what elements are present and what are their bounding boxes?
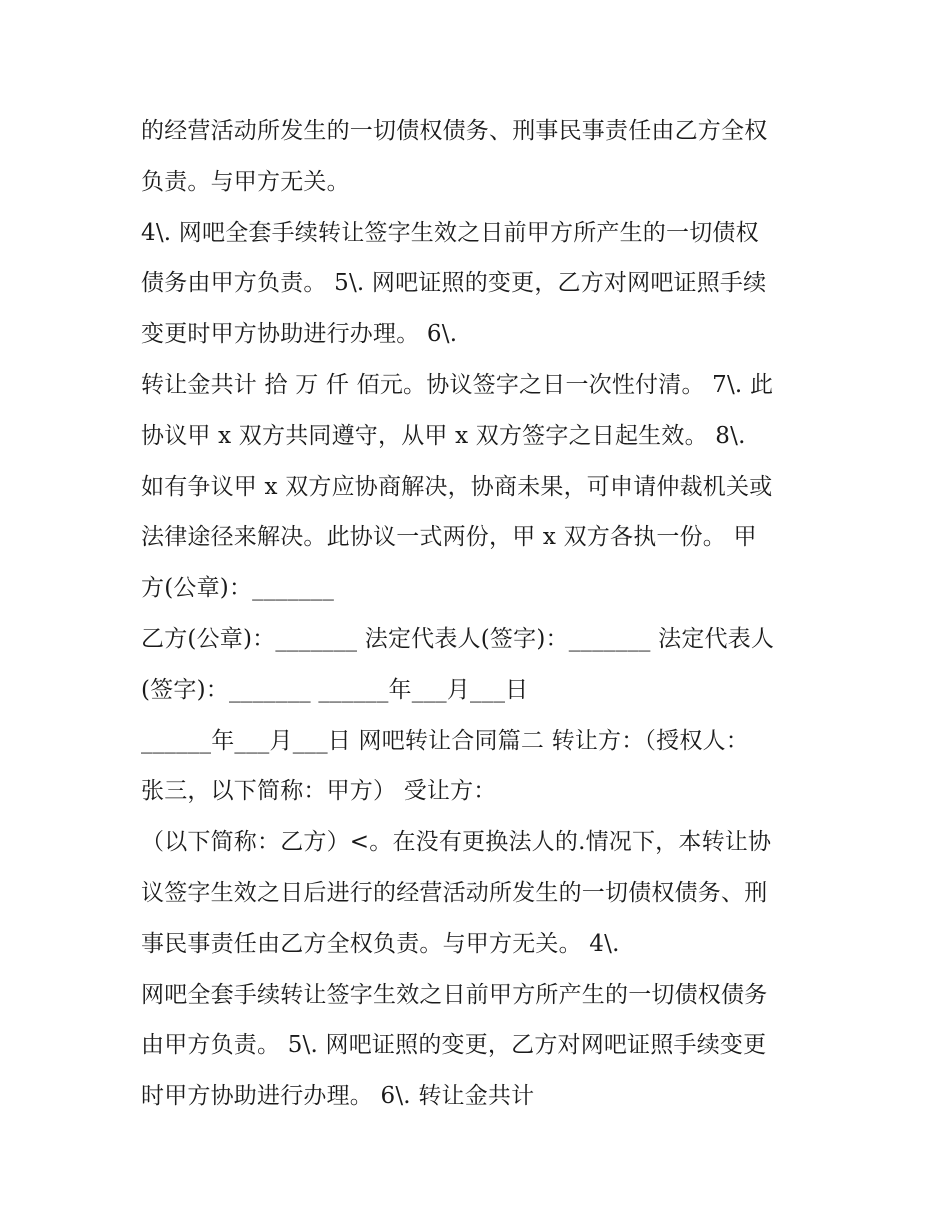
text-line: 负责。与甲方无关。 [141, 168, 350, 195]
text-line: （以下简称：乙方）<。在没有更换法人的.情况下，本转让协 [141, 829, 772, 856]
text-line: 法律途径来解决。此协议一式两份，甲 x 双方各执一份。 甲 [141, 524, 757, 551]
text-line: 协议甲 x 双方共同遵守，从甲 x 双方签字之日起生效。 8\. [141, 422, 746, 449]
text-line: 由甲方负责。 5\. 网吧证照的变更，乙方对网吧证照手续变更 [141, 1032, 767, 1059]
text-line: 张三，以下简称：甲方） 受让方： [141, 778, 497, 805]
text-line: 如有争议甲 x 双方应协商解决，协商未果，可申请仲裁机关或 [141, 473, 773, 500]
text-line: 事民事责任由乙方全权负责。与甲方无关。 4\. [141, 930, 620, 957]
text-line: 转让金共计 拾 万 仟 佰元。协议签字之日一次性付清。 7\. 此 [141, 371, 774, 398]
text-line: 4\. 网吧全套手续转让签字生效之日前甲方所产生的一切债权 [141, 219, 759, 246]
contract-text [141, 106, 821, 1122]
text-line: 议签字生效之日后进行的经营活动所发生的一切债权债务、刑 [141, 879, 768, 906]
text-line: 的经营活动所发生的一切债权债务、刑事民事责任由乙方全权 [141, 118, 768, 144]
text-line: (签字)：_______ ______年___月___日 [141, 676, 529, 703]
text-line: 时甲方协助进行办理。 6\. 转让金共计 [141, 1083, 535, 1110]
text-line: 网吧全套手续转让签字生效之日前甲方所产生的一切债权债务 [141, 981, 768, 1008]
text-line: 方(公章)：_______ [141, 575, 335, 602]
text-line: 变更时甲方协助进行办理。 6\. [141, 321, 458, 348]
text-line: 债务由甲方负责。 5\. 网吧证照的变更，乙方对网吧证照手续 [141, 270, 767, 297]
text-line: ______年___月___日 网吧转让合同篇二 转让方：（授权人： [141, 727, 749, 754]
text-line: 乙方(公章)：_______ 法定代表人(签字)：_______ 法定代表人 [141, 625, 775, 652]
